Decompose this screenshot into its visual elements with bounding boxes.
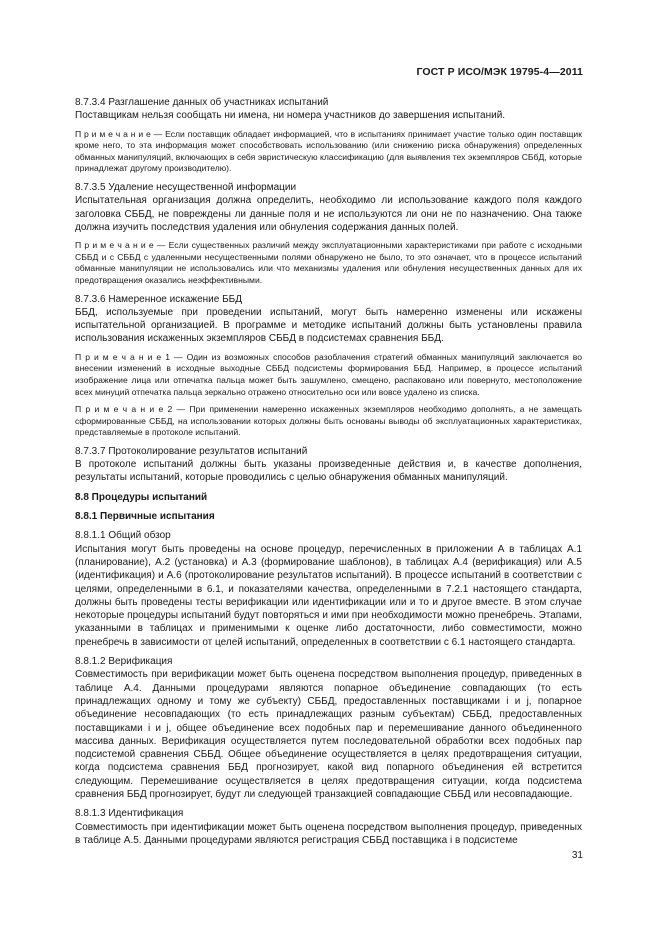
paragraph: Совместимость при верификации может быть оценена посредством выполнения процедур, приведенных в таблице А.4. Данными процедурами являются попарное объединение совпадающих (то есть принадлежащих одному и тому же субъекту) СББД, предоставленных поставщиками i и j, попарное объединение несовпадающих (то есть принадлежащих разным субъектам) СББД, предоставленных поставщиками i и j, общее объединение всех подобных пар и перемешивание данного объединенного массива данных. Верификация осуществляется путем последовательной обработки всех подобных пар подсистемой сравнения СББД. Общее объединение осуществляется в целях предотвращения ситуации, когда подсистема сравнения ББД прогнозирует, какой вид попарного объединения ей встретится следующим. Перемешивание осуществляется в целях предотвращения ситуации, когда подсистема сравнения ББД прогнозирует, будут ли следующей транзакцией совпадающие СББД или несовпадающие. (75, 669, 582, 800)
bold-heading: 8.8 Процедуры испытаний (75, 491, 208, 503)
section-heading: 8.7.3.4 Разглашение данных об участниках испытаний (75, 97, 329, 108)
bold-heading: 8.8.1 Первичные испытания (75, 511, 215, 523)
paragraph: Испытательная организация должна определить, необходимо ли использование каждого поля каждого заголовка СББД, не повреждены ли данные поля и не используются ли они не по назначению. Она также должна изучить последствия удаления или обнуления содержания данных полей. (75, 195, 582, 233)
section-heading: 8.8.1.1 Общий обзор (75, 530, 171, 542)
note-paragraph: П р и м е ч а н и е 2 — При применении намеренно искаженных экземпляров необходимо дополнять, а не замещать сформированные СББД, на использовании которых должны быть основаны выводы об эксплуатационных характеристиках, представляемые в протоколе испытаний. (75, 404, 582, 438)
section-heading: 8.7.3.6 Намеренное искажение ББД (75, 293, 242, 305)
document-body (75, 96, 582, 847)
section-heading: 8.7.3.5 Удаление несущественной информации (75, 181, 297, 193)
note-paragraph: П р и м е ч а н и е 1 — Один из возможных способов разоблачения стратегий обманных манипуляций заключается во внесении изменений в исходные выходные СББД подсистемы формирования ББД. Например, в процессе испытаний изображение лица или отпечатка пальца может быть зашумлено, смещено, распаковано или повернуто, местоположение всех минуций отпечатка пальца зеркально отражено относительно оси или вовсе удалено из списка. (75, 351, 582, 397)
paragraph: Поставщикам нельзя сообщать ни имена, ни номера участников до завершения испытаний. (75, 110, 506, 122)
paragraph: ББД, используемые при проведении испытаний, могут быть намеренно изменены или искажены испытательной организацией. В программе и методике испытаний должны быть установлены правила использования искаженных экземпляров СББД в подсистемах сравнения ББД. (75, 306, 582, 345)
section-heading: 8.7.3.7 Протоколирование результатов испытаний (75, 445, 308, 457)
paragraph: Испытания могут быть проведены на основе процедур, перечисленных в приложении А в таблицах А.1 (планирование), А.2 (установка) и А.3 (формирование шаблонов), в таблицах А.4 (верификация) или А.5 (идентификация) и А.6 (протоколирование результатов испытаний). В процессе испытаний в соответствии с целями, определенными в 6.1, и показателями качества, определенными в 7.2.1 настоящего стандарта, должны быть проведены тесты верификации или идентификации или и то и другое вместе. В этом случае некоторые процедуры испытаний будут повторяться и ими при необходимости можно пренебречь. Этапами, указанными в таблицах и применимыми к оценке либо достаточности, либо совместимости, можно пренебречь в зависимости от целей испытаний, определенных в соответствии с 6.1 настоящего стандарта. (75, 543, 582, 648)
note-paragraph: П р и м е ч а н и е — Если существенных различий между эксплуатационными характеристиками при работе с исходными СББД и с СББД с удаленными несущественными полями обнаружено не было, то это означает, что в процессе испытаний обманные манипуляции не использовались или что механизмы удаления или обнуления несущественных данных для их предотвращения оказались неэффективными. (75, 240, 582, 285)
section-heading: 8.8.1.3 Идентификация (75, 808, 184, 820)
paragraph: В протоколе испытаний должны быть указаны произведенные действия и, в качестве дополнения, результаты испытаний, которые проводились с целью обнаружения обманных манипуляций. (75, 459, 582, 484)
section-heading: 8.8.1.2 Верификация (75, 656, 173, 668)
paragraph: Совместимость при идентификации может быть оценена посредством выполнения процедур, приведенных в таблице А.5. Данными процедурами являются регистрация СББД поставщика i в подсистеме (75, 821, 582, 846)
page-number: 31 (571, 850, 583, 861)
document-header: ГОСТ Р ИСО/МЭК 19795-4—2011 (416, 66, 583, 78)
note-paragraph: П р и м е ч а н и е — Если поставщик обладает информацией, что в испытаниях принимает участие только один поставщик кроме него, то эта информация может способствовать использованию (или снижению риска обнаружения) определенных обманных манипуляций, включающих в себя эвристическую классификацию (для выявления тех экземпляров СБбД, которые принадлежат другому производителю). (75, 128, 582, 174)
